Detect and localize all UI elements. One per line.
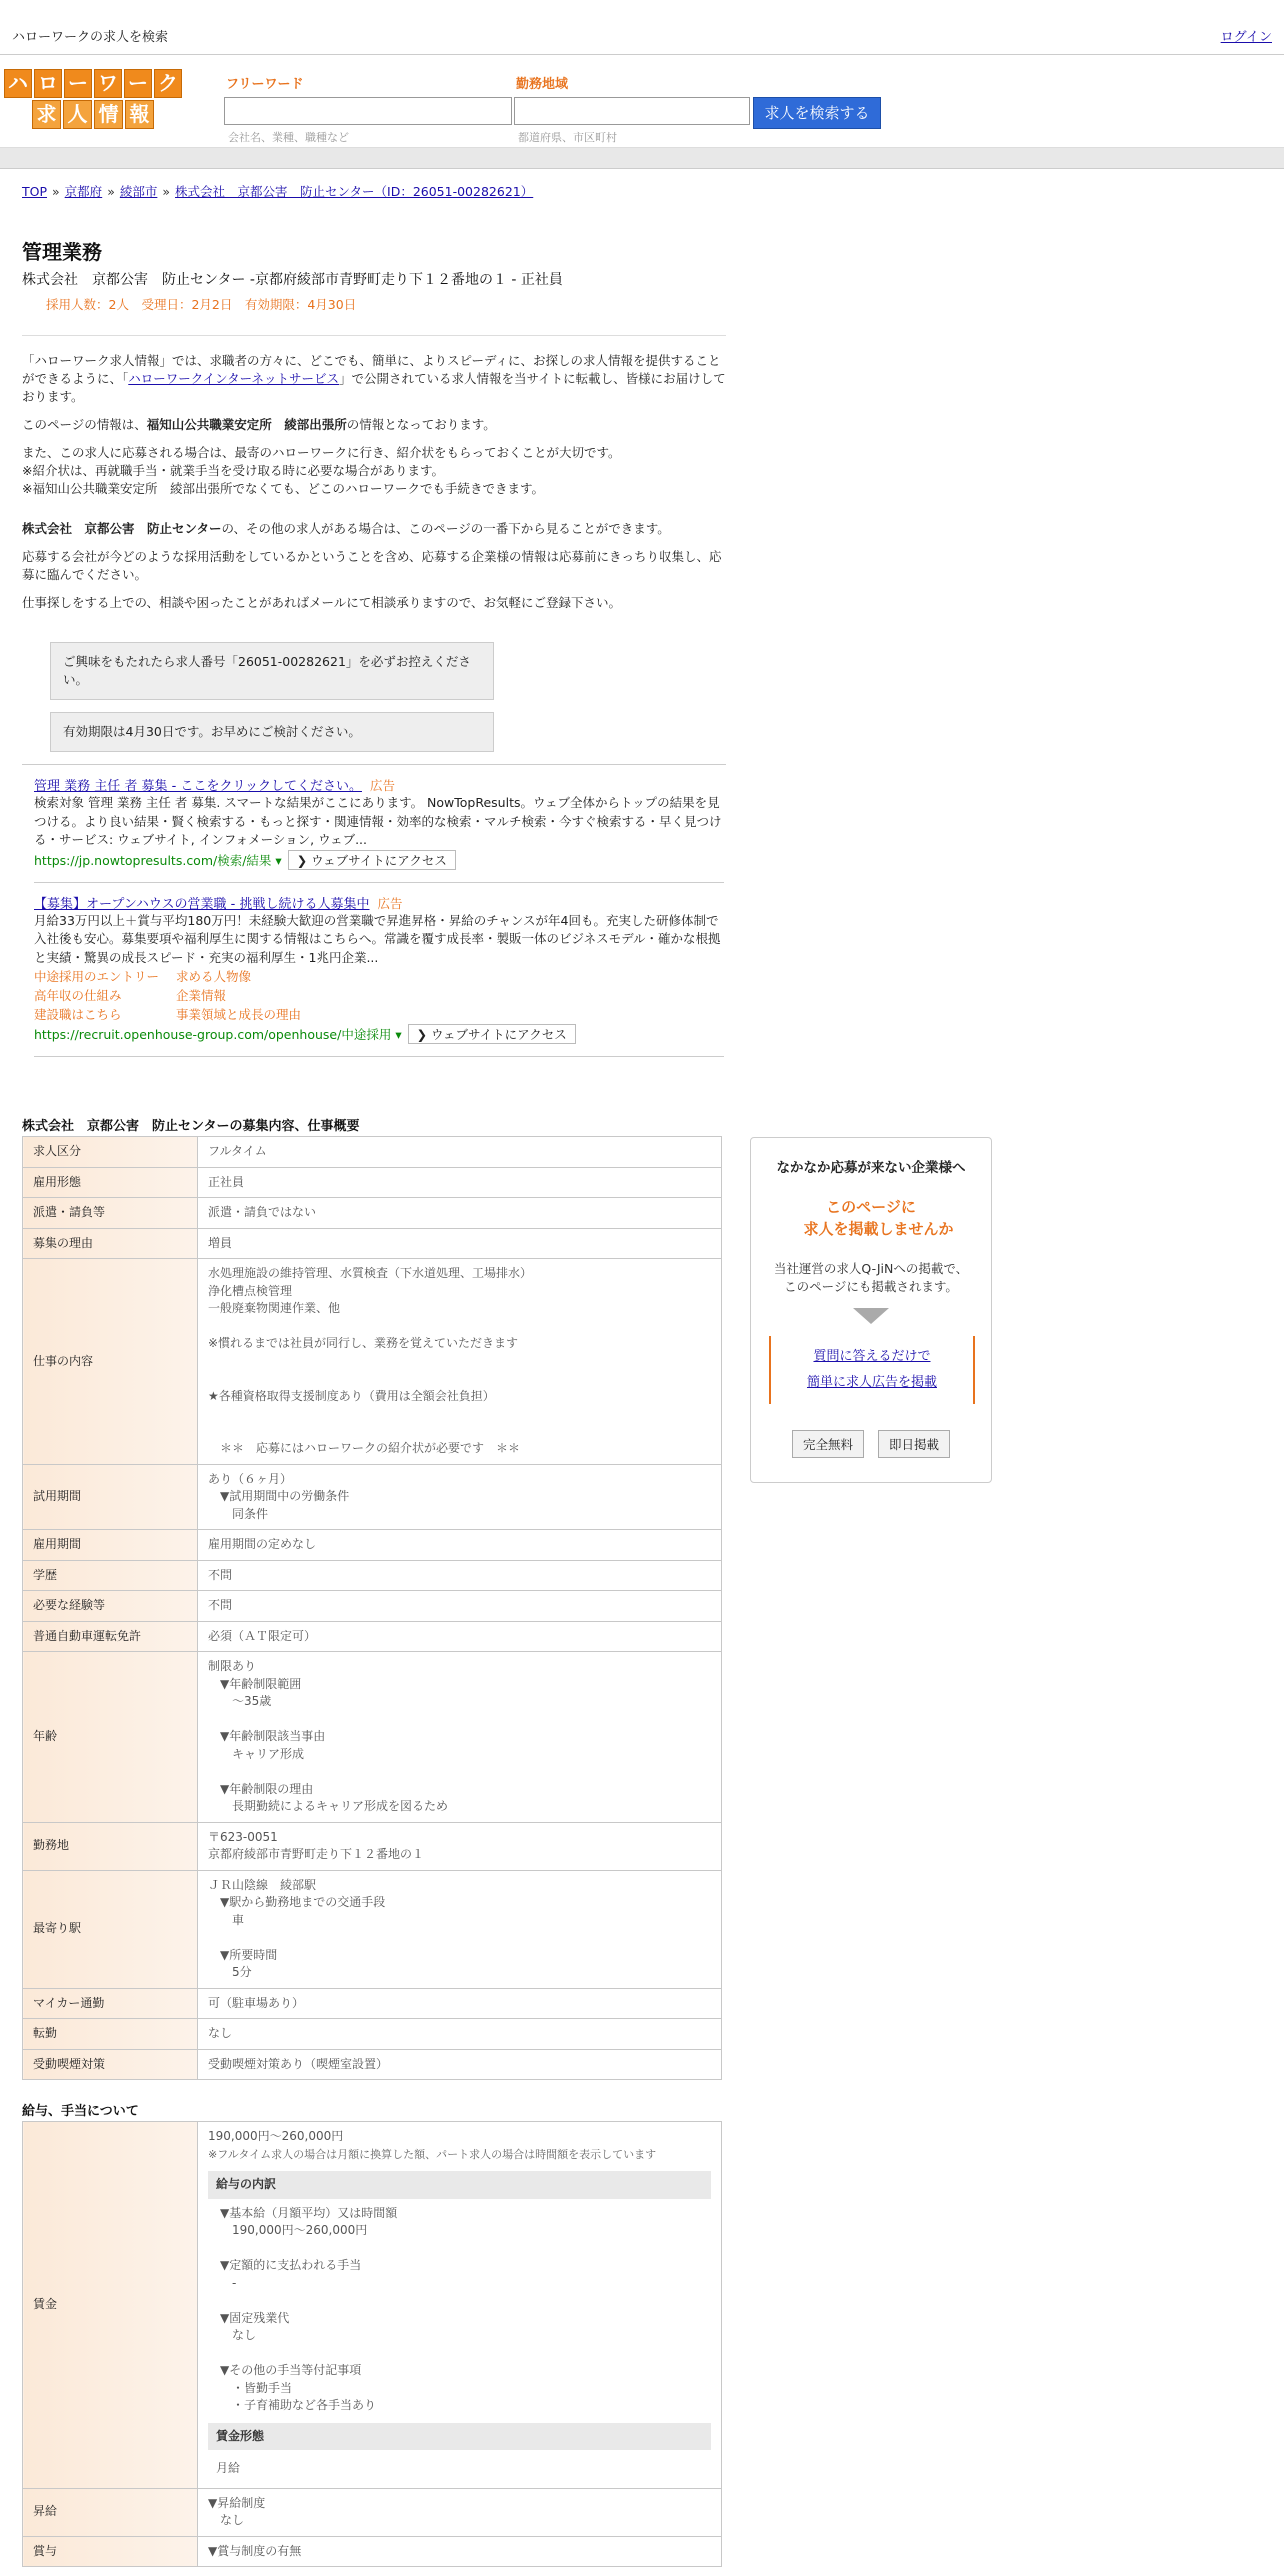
row-value: 派遣・請負ではない: [198, 1198, 722, 1229]
hellowork-internet-link[interactable]: ハローワークインターネットサービス: [128, 371, 340, 386]
row-value: 制限あり ▼年齢制限範囲 〜35歳 ▼年齢制限該当事由 キャリア形成 ▼年齢制限の理由 長期勤続によるキャリア形成を図るため: [198, 1652, 722, 1823]
ad-1-url[interactable]: https://jp.nowtopresults.com/検索/結果: [34, 852, 272, 868]
job-number-note: ご興味をもたれたら求人番号「26051-00282621」を必ずお控えください。: [50, 642, 494, 700]
row-key: 年齢: [23, 1652, 198, 1823]
row-value: ▼賞与制度の有無: [198, 2536, 722, 2567]
logo-character: ワ: [94, 69, 122, 98]
ad-2-url[interactable]: https://recruit.openhouse-group.com/openhouse/中途採用: [34, 1027, 392, 1042]
row-key: 試用期間: [23, 1464, 198, 1530]
details-table: [22, 1136, 722, 2080]
logo-character: ー: [124, 69, 152, 98]
table-row: [23, 2536, 722, 2567]
intro-paragraph-6: 仕事探しをする上での、相談や困ったことがあればメールにて相談承りますので、お気軽にご登録下さい。: [22, 595, 622, 610]
advertise-link-post[interactable]: 簡単に求人広告を掲載: [806, 1375, 937, 1390]
breadcrumb-top[interactable]: TOP: [22, 184, 48, 199]
row-key: 賞与: [23, 2536, 198, 2567]
table-row: [23, 1988, 722, 2019]
row-value: なし: [198, 2019, 722, 2050]
row-value: 増員: [198, 1228, 722, 1259]
row-key: 転勤: [23, 2019, 198, 2050]
table-row: [23, 1591, 722, 1622]
row-value: ▼昇給制度 なし: [198, 2488, 722, 2536]
ad-2-title-link[interactable]: 【募集】オープンハウスの営業職 - 挑戦し続ける人募集中: [34, 896, 370, 912]
intro-paragraph-3: また、この求人に応募される場合は、最寄のハローワークに行き、紹介状をもらっておくことが大切です。 ※紹介状は、再就職手当・就業手当を受け取る時に必要な場合があります。 ※福知山公共職業安定所 綾部出張所でなくても、どこのハローワークでも手続きできます。: [22, 445, 621, 496]
row-key: 求人区分: [23, 1137, 198, 1168]
row-key: 受動喫煙対策: [23, 2049, 198, 2080]
logo-character: 人: [63, 100, 92, 129]
table-row: [23, 1228, 722, 1259]
same-day-button[interactable]: 即日掲載: [878, 1430, 950, 1458]
row-key: 勤務地: [23, 1822, 198, 1870]
ad-2-sitelink[interactable]: 建設職はこちら: [34, 1007, 122, 1022]
ad-1-label: 広告: [369, 778, 395, 793]
row-key: 賃金: [23, 2122, 198, 2489]
intro-paragraph-2: このページの情報は、福知山公共職業安定所 綾部出張所の情報となっております。: [22, 417, 496, 432]
login-link[interactable]: ログイン: [1220, 30, 1272, 45]
logo-character: 情: [94, 100, 123, 129]
intro-paragraph-4: 株式会社 京都公害 防止センターの、その他の求人がある場合は、このページの一番下から見ることができます。: [22, 521, 670, 536]
intro-paragraph-5: 応募する会社が今どのような採用活動をしているかということを含め、応募する企業様の情報は応募前にきっちり収集し、応募に臨んでください。: [22, 549, 722, 582]
header: [0, 55, 1284, 148]
table-row: [23, 1870, 722, 1988]
keyword-input[interactable]: [224, 97, 512, 125]
ad-block-1: 管理 業務 主任 者 募集 - ここをクリックしてください。 広告 検索対象 管理 業務 主任 者 募集. スマートな結果がここにあります。 NowTopResults。ウェブ全体からトップの結果を見つける。より良い結果・賢く検索する・もっと探す・関連情報・効率的な検索・マルチ検索・今すぐ検索する・早く見つける・サービス: ウェブサイト, インフォメーション, ウェブ... https://jp.nowtopresults.com/検索/結果 ▾ ❯ ウェブサイトにアクセス: [34, 765, 724, 883]
row-value: 不問: [198, 1560, 722, 1591]
ad-1-title-link[interactable]: 管理 業務 主任 者 募集 - ここをクリックしてください。: [34, 779, 362, 794]
breakdown-heading: 給与の内訳: [208, 2171, 711, 2199]
salary-heading: 給与、手当について: [22, 2104, 139, 2119]
row-value: フルタイム: [198, 1137, 722, 1168]
breakdown-text: ▼基本給（月額平均）又は時間額 190,000円〜260,000円 ▼定額的に支払われる手当 - ▼固定残業代 なし ▼その他の手当等付記事項 ・皆勤手当 ・子育補助など各手当あり: [220, 2205, 398, 2412]
table-row: [23, 2049, 722, 2080]
table-row: [23, 1167, 722, 1198]
main-content: [22, 168, 726, 2567]
table-row: [23, 1621, 722, 1652]
table-row: [23, 1822, 722, 1870]
row-key: 派遣・請負等: [23, 1198, 198, 1229]
advertise-headline: なかなか応募が来ない企業様へ: [776, 1160, 966, 1176]
ad-2-sitelink[interactable]: 事業領域と成長の理由: [176, 1007, 302, 1022]
site-title: ハローワークの求人を検索: [12, 30, 169, 45]
ad-2-sitelink[interactable]: 高年収の仕組み: [34, 988, 122, 1003]
table-row: [23, 1198, 722, 1229]
row-key: 昇給: [23, 2488, 198, 2536]
breadcrumb-company[interactable]: 株式会社 京都公害 防止センター（ID：26051-00282621）: [175, 184, 534, 199]
keyword-hint: 会社名、業種、職種など: [228, 131, 349, 144]
wage-note: ※フルタイム求人の場合は月額に換算した額、パート求人の場合は時間額を表示しています: [208, 2147, 657, 2161]
ad-1-visit-button[interactable]: ❯ ウェブサイトにアクセス: [288, 850, 456, 870]
wage-range: 190,000円〜260,000円: [208, 2129, 344, 2143]
logo-character: ロ: [34, 69, 62, 98]
row-key: 雇用形態: [23, 1167, 198, 1198]
table-row: [23, 1464, 722, 1530]
ad-1-text: 検索対象 管理 業務 主任 者 募集. スマートな結果がここにあります。 NowTopResults。ウェブ全体からトップの結果を見つける。より良い結果・賢く検索する・もっと探す・関連情報・効率的な検索・マルチ検索・今すぐ検索する・早く見つける・サービス: ウェブサイト, インフォメーション, ウェブ...: [34, 795, 722, 847]
advertise-description: 当社運営の求人Q-JiNへの掲載で、 このページにも掲載されます。: [773, 1261, 969, 1294]
table-row: [23, 2019, 722, 2050]
top-bar: [0, 0, 1284, 55]
advertise-links: [769, 1336, 975, 1404]
ad-2-sitelinks: [34, 967, 724, 1024]
advertise-callout: このページに 求人を掲載しませんか: [803, 1198, 954, 1238]
area-hint: 都道府県、市区町村: [518, 131, 617, 144]
salary-table: [22, 2121, 722, 2567]
divider: [22, 335, 726, 336]
logo-character: ク: [154, 69, 182, 98]
logo-character: 報: [125, 100, 154, 129]
row-value: 〒623-0051 京都府綾部市青野町走り下１２番地の１: [198, 1822, 722, 1870]
advertise-box: [750, 1137, 992, 1483]
ad-2-visit-button[interactable]: ❯ ウェブサイトにアクセス: [408, 1024, 576, 1044]
row-key: 普通自動車運転免許: [23, 1621, 198, 1652]
logo-character: ー: [64, 69, 92, 98]
down-arrow-icon: [853, 1308, 889, 1324]
job-meta: 採用人数：2人 受理日：2月2日 有効期限：4月30日: [46, 297, 357, 312]
row-value: [198, 2122, 722, 2489]
ad-2-sitelink[interactable]: 企業情報: [176, 988, 227, 1003]
details-heading: 株式会社 京都公害 防止センターの募集内容、仕事概要: [22, 1119, 360, 1134]
row-key: 学歴: [23, 1560, 198, 1591]
row-key: 必要な経験等: [23, 1591, 198, 1622]
table-row: [23, 1137, 722, 1168]
row-value: 水処理施設の維持管理、水質検査（下水道処理、工場排水） 浄化槽点検管理 一般廃棄物関連作業、他 ※慣れるまでは社員が同行し、業務を覚えていただきます ★各種資格取得支援制度あり（費用は全額会社負担） ＊＊ 応募にはハローワークの紹介状が必要です ＊＊: [198, 1259, 722, 1465]
ad-2-sitelink[interactable]: 求める人物像: [176, 969, 252, 984]
row-value: 受動喫煙対策あり（喫煙室設置）: [198, 2049, 722, 2080]
row-key: 雇用期間: [23, 1530, 198, 1561]
row-key: 最寄り駅: [23, 1870, 198, 1988]
row-key: 募集の理由: [23, 1228, 198, 1259]
row-value: 可（駐車場あり）: [198, 1988, 722, 2019]
wage-form-value: 月給: [216, 2461, 241, 2475]
wage-form-heading: 賃金形態: [208, 2423, 711, 2451]
row-value: ＪＲ山陰線 綾部駅 ▼駅から勤務地までの交通手段 車 ▼所要時間 5分: [198, 1870, 722, 1988]
advertise-link-questions[interactable]: 質問に答えるだけで: [813, 1349, 931, 1364]
keyword-label: フリーワード: [226, 77, 304, 92]
site-logo[interactable]: [4, 69, 182, 131]
row-key: マイカー通勤: [23, 1988, 198, 2019]
logo-character: 求: [32, 100, 61, 129]
row-value: 不問: [198, 1591, 722, 1622]
row-value: 雇用期間の定めなし: [198, 1530, 722, 1561]
expiry-note: 有効期限は4月30日です。お早めにご検討ください。: [50, 712, 494, 752]
row-key: 仕事の内容: [23, 1259, 198, 1465]
ad-2-label: 広告: [377, 895, 403, 911]
table-row: [23, 1259, 722, 1465]
table-row: [23, 2122, 722, 2489]
row-value: 正社員: [198, 1167, 722, 1198]
intro-paragraph-1: 「ハローワーク求人情報」では、求職者の方々に、どこでも、簡単に、よりスピーディに、お探しの求人情報を提供することができるように、「ハローワークインターネットサービス」で公開されている求人情報を当サイトに転載し、皆様にお届けしております。: [22, 353, 726, 404]
free-badge-button[interactable]: 完全無料: [792, 1430, 864, 1458]
area-input[interactable]: [514, 97, 750, 125]
company-line: 株式会社 京都公害 防止センター -京都府綾部市青野町走り下１２番地の１ - 正社員: [22, 272, 563, 288]
ad-2-text: 月給33万円以上＋賞与平均180万円！未経験大歓迎の営業職で昇進昇格・昇給のチャンスが年4回も。充実した研修体制で入社後も安心。募集要項や福利厚生に関する情報はこちらへ。常識を覆す成長率・製販一体のビジネスモデル・確かな根拠と実績・驚異の成長スピード・充実の福利厚生・1兆円企業...: [34, 912, 721, 965]
logo-character: ハ: [4, 69, 32, 98]
search-button[interactable]: 求人を検索する: [753, 97, 881, 129]
breadcrumb: TOP » 京都府 » 綾部市 » 株式会社 京都公害 防止センター（ID：26051-00282621）: [22, 184, 534, 199]
table-row: [23, 1530, 722, 1561]
ad-2-sitelink[interactable]: 中途採用のエントリー: [34, 969, 160, 984]
table-row: [23, 1652, 722, 1823]
divider-band: [0, 148, 1284, 169]
breadcrumb-city[interactable]: 綾部市: [119, 184, 158, 199]
job-title: 管理業務: [22, 240, 102, 264]
table-row: [23, 2488, 722, 2536]
row-value: あり（６ヶ月） ▼試用期間中の労働条件 同条件: [198, 1464, 722, 1530]
row-value: 必須（ＡＴ限定可）: [198, 1621, 722, 1652]
ad-block-2: 【募集】オープンハウスの営業職 - 挑戦し続ける人募集中 広告 月給33万円以上＋賞与平均180万円！未経験大歓迎の営業職で昇進昇格・昇給のチャンスが年4回も。充実した研修体制で入社後も安心。募集要項や福利厚生に関する情報はこちらへ。常識を覆す成長率・製販一体のビジネスモデル・確かな根拠と実績・驚異の成長スピード・充実の福利厚生・1兆円企業... 中途採用のエントリー 求める人物像 高年収の仕組み 企業情報 建設職はこちら 事業領域と成長の理由 https://recruit.openhouse-group.com/openhouse/中途採用 ▾ ❯ ウェブサイトにアクセス: [34, 883, 724, 1058]
area-label: 勤務地域: [516, 77, 569, 92]
breadcrumb-prefecture[interactable]: 京都府: [64, 184, 103, 199]
table-row: [23, 1560, 722, 1591]
